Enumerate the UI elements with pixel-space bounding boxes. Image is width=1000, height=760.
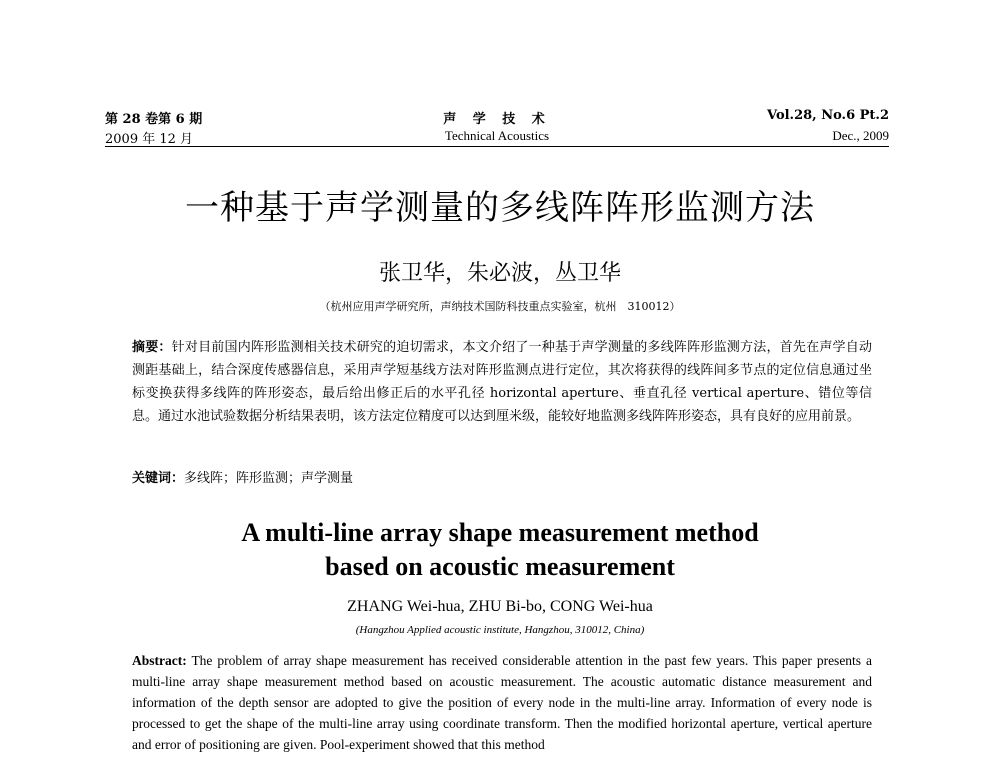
paper-title-cn: 一种基于声学测量的多线阵阵形监测方法 <box>185 188 815 228</box>
affiliation-en: (Hangzhou Applied acoustic institute, Hangzhou, 310012, China) <box>355 624 645 636</box>
abstract-en-label: Abstract: <box>132 653 187 668</box>
keywords-cn <box>132 467 872 486</box>
keywords-cn-label: 关键词： <box>132 471 185 486</box>
keywords-cn-text: 多线阵；阵形监测；声学测量 <box>184 471 354 486</box>
journal-name-cn: 声 学 技 术 <box>443 112 551 127</box>
affiliation-cn: （杭州应用声学研究所，声纳技术国防科技重点实验室，杭州 310012） <box>319 300 681 313</box>
paper-title-en <box>0 516 1000 584</box>
abstract-cn-text: 针对目前国内阵形监测相关技术研究的迫切需求，本文介绍了一种基于声学测量的多线阵阵形监测方法，首先在声学自动测距基础上，结合深度传感器信息，采用声学短基线方法对阵形监测点进行定位，其次将获得的线阵间多节点的定位信息通过坐标变换获得多线阵的阵形姿态，最后给出修正后的水平孔径 horizontal aperture、垂直孔径 vertical aperture、错位等信息。通过水池试验数据分析结果表明，该方法定位精度可以达到厘米级，能较好地监测多线阵阵形姿态，具有良好的应用前景。 <box>132 340 872 424</box>
header-rule <box>105 146 889 147</box>
date-cn: 2009 年 12 月 <box>105 132 194 147</box>
abstract-en-text: The problem of array shape measurement has received considerable attention in the past few years. This paper presents a multi-line array shape measurement method based on acoustic measurement. The acoustic automatic distance measurement and information of the depth sensor are adopted to give the position of every node in the multi-line array. Information of every node is processed to get the shape of the multi-line array using coordinate transform. Then the modified horizontal aperture, vertical aperture and error of positioning are given. Pool-experiment showed that this method <box>132 653 872 752</box>
paper-title-en-line2: based on acoustic measurement <box>325 552 675 581</box>
authors-en: ZHANG Wei-hua, ZHU Bi-bo, CONG Wei-hua <box>347 598 653 615</box>
journal-header <box>105 108 889 148</box>
paper-title-en-line1: A multi-line array shape measurement method <box>241 518 759 547</box>
volume-cn: 第 28 卷第 6 期 <box>105 112 203 127</box>
abstract-cn <box>132 336 872 428</box>
authors-cn: 张卫华，朱必波，丛卫华 <box>378 261 621 286</box>
date-en: Dec., 2009 <box>832 128 889 143</box>
abstract-cn-label: 摘要： <box>132 340 172 355</box>
abstract-en <box>132 650 872 755</box>
journal-name-en: Technical Acoustics <box>444 128 550 143</box>
volume-en: Vol.28, No.6 Pt.2 <box>767 108 889 123</box>
